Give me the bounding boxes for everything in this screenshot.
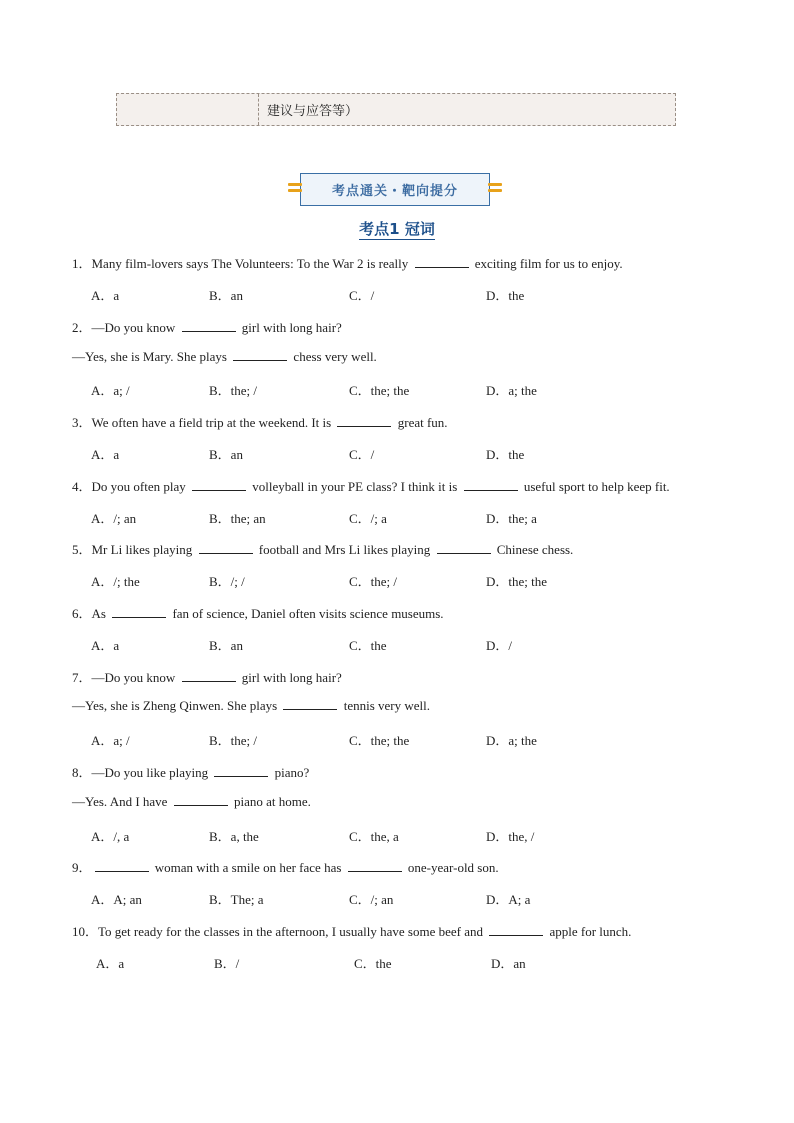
header-table-left-cell [117,94,259,125]
option-d[interactable]: D．the, / [486,829,535,844]
banner-left-decoration-icon [288,183,302,197]
option-a[interactable]: A．A; an [91,892,142,907]
question-6-options [91,635,711,653]
question-3-line-1 [72,412,448,431]
option-b[interactable]: B．the; / [209,383,258,398]
option-d[interactable]: D．the; the [486,574,548,589]
answer-blank [283,698,337,710]
option-c[interactable]: C．/ [349,288,375,303]
question-text: Chinese chess. [493,542,574,557]
question-text: 4．Do you often play [72,479,189,494]
question-text: girl with long hair? [238,320,342,335]
question-5-line-1 [72,539,573,558]
question-text: —Yes, she is Zheng Qinwen. She plays [72,698,281,713]
question-text: chess very well. [290,349,377,364]
question-text: tennis very well. [340,698,431,713]
question-text: 1．Many film-lovers says [72,256,212,271]
header-table [116,93,676,126]
question-9-options [91,889,711,907]
answer-blank [174,794,228,806]
option-c[interactable]: C．the [349,638,387,653]
answer-blank [415,256,469,268]
option-c[interactable]: C．/; a [349,511,387,526]
question-8-options [91,826,711,844]
answer-blank [489,924,543,936]
option-c[interactable]: C．/ [349,447,375,462]
question-text: one-year-old son. [404,860,499,875]
question-8-line-1 [72,762,309,781]
answer-blank [348,860,402,872]
option-a[interactable]: A．/; the [91,574,140,589]
option-b[interactable]: B．/ [214,956,240,971]
option-c[interactable]: C．/; an [349,892,394,907]
question-6-line-1 [72,603,444,622]
question-7-line-1 [72,667,342,686]
option-b[interactable]: B．a, the [209,829,259,844]
question-text: —Yes. And I have [72,794,171,809]
option-d[interactable]: D．/ [486,638,513,653]
answer-blank [437,542,491,554]
option-b[interactable]: B．the; an [209,511,266,526]
option-a[interactable]: A．a [91,447,120,462]
question-2-options [91,380,711,398]
option-b[interactable]: B．an [209,447,243,462]
header-table-text: 建议与应答等） [267,104,359,119]
option-c[interactable]: C．the; / [349,574,398,589]
option-c[interactable]: C．the; the [349,733,410,748]
question-5-options [91,571,711,589]
question-9-line-1 [72,857,499,876]
option-a[interactable]: A．a; / [91,733,130,748]
option-d[interactable]: D．the; a [486,511,537,526]
question-text: girl with long hair? [238,670,342,685]
question-1-options [91,285,711,303]
answer-blank [182,320,236,332]
question-text: volleyball in your PE class? I think it is [248,479,461,494]
question-3-options [91,444,711,462]
question-text: 3．We often have a field trip at the weekend. It is [72,415,335,430]
answer-blank [192,479,246,491]
answer-blank [233,349,287,361]
answer-blank [112,606,166,618]
question-text: exciting film for us to enjoy. [471,256,623,271]
question-text: useful sport to help keep fit. [520,479,670,494]
film-title: The Volunteers: To the War 2 [211,256,364,271]
option-c[interactable]: C．the, a [349,829,399,844]
answer-blank [337,415,391,427]
question-text: —Yes, she is Mary. She plays [72,349,231,364]
question-text: 8．—Do you like playing [72,765,212,780]
answer-blank [464,479,518,491]
question-7-options [91,730,711,748]
question-text: 6．As [72,606,110,621]
question-text: fan of science, Daniel often visits science museums. [169,606,444,621]
section-title: 考点1 冠词 [359,220,435,238]
question-text: piano at home. [230,794,311,809]
question-text: 7．—Do you know [72,670,179,685]
option-a[interactable]: A．/; an [91,511,137,526]
option-b[interactable]: B．an [209,638,243,653]
option-d[interactable]: D．a; the [486,733,537,748]
option-d[interactable]: D．the [486,288,525,303]
option-b[interactable]: B．/; / [209,574,245,589]
question-10-options [96,953,716,971]
option-a[interactable]: A．/, a [91,829,130,844]
question-text: piano? [271,765,310,780]
question-text: 5．Mr Li likes playing [72,542,196,557]
option-d[interactable]: D．a; the [486,383,537,398]
option-a[interactable]: A．a [91,288,120,303]
answer-blank [95,860,149,872]
question-4-options [91,508,711,526]
question-8-line-2 [72,794,311,810]
banner-right-decoration-icon [488,183,502,197]
option-d[interactable]: D．an [491,956,526,971]
option-a[interactable]: A．a [91,638,120,653]
question-1-line-1 [72,253,623,272]
option-a[interactable]: A．a [96,956,125,971]
question-text: woman with a smile on her face has [151,860,345,875]
answer-blank [214,765,268,777]
question-text: 10．To get ready for the classes in the afternoon, I usually have some beef and [72,924,487,939]
question-2-line-1 [72,317,342,336]
option-b[interactable]: B．The; a [209,892,264,907]
question-4-line-1 [72,476,670,495]
question-text: 9． [72,860,92,875]
question-text: football and Mrs Li likes playing [255,542,434,557]
question-10-line-1 [72,921,631,940]
answer-blank [182,670,236,682]
option-c[interactable]: C．the [354,956,392,971]
option-d[interactable]: D．the [486,447,525,462]
option-d[interactable]: D．A; a [486,892,531,907]
question-text: 2．—Do you know [72,320,179,335]
option-c[interactable]: C．the; the [349,383,410,398]
answer-blank [199,542,253,554]
question-text: is really [363,256,412,271]
option-b[interactable]: B．the; / [209,733,258,748]
option-b[interactable]: B．an [209,288,243,303]
question-text: apple for lunch. [546,924,632,939]
section-banner [300,173,490,206]
option-a[interactable]: A．a; / [91,383,130,398]
question-text: great fun. [394,415,448,430]
question-2-line-2 [72,349,377,365]
banner-label: 考点通关・靶向提分 [331,184,458,199]
question-7-line-2 [72,698,430,714]
